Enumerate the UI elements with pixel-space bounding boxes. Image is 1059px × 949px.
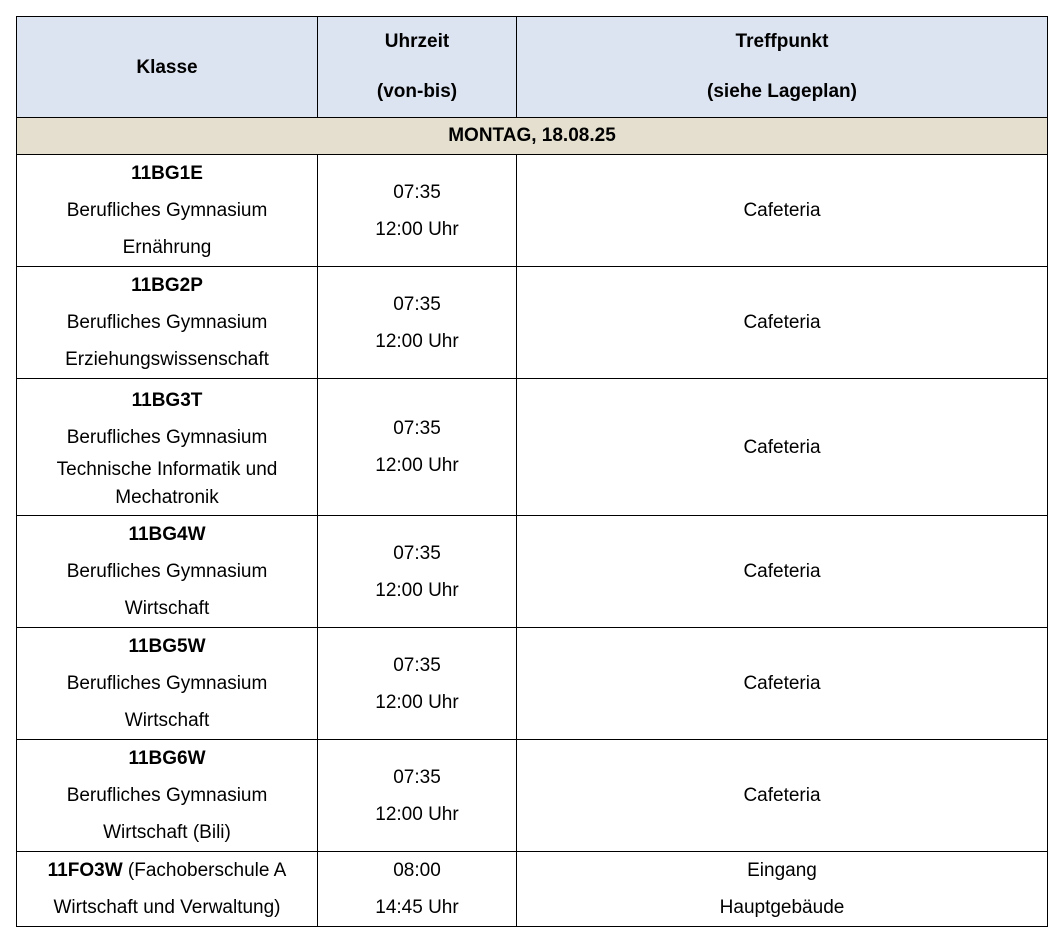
klasse-cell: 11BG1E Berufliches Gymnasium Ernährung [17, 155, 318, 267]
klasse-code: 11BG1E [131, 163, 203, 184]
zeit-cell: 07:35 12:00 Uhr [318, 155, 517, 267]
treffpunkt-cell: Cafeteria [517, 740, 1048, 852]
header-klasse: Klasse [17, 17, 318, 118]
schedule-table [16, 16, 1048, 927]
klasse-code: 11BG4W [128, 524, 206, 545]
klasse-cell: 11BG4W Berufliches Gymnasium Wirtschaft [17, 516, 318, 628]
treffpunkt-cell: Cafeteria [517, 267, 1048, 379]
klasse-cell: 11BG6W Berufliches Gymnasium Wirtschaft (Bili) [17, 740, 318, 852]
day-label: MONTAG, 18.08.25 [17, 118, 1048, 155]
table-row [17, 628, 1048, 740]
klasse-code: 11BG2P [131, 275, 203, 296]
zeit-cell: 08:00 14:45 Uhr [318, 852, 517, 927]
table-row [17, 267, 1048, 379]
zeit-cell: 07:35 12:00 Uhr [318, 267, 517, 379]
klasse-code: 11BG6W [128, 748, 206, 769]
klasse-cell: 11BG3T Berufliches Gymnasium Technische Informatik und Mechatronik [17, 379, 318, 516]
treffpunkt-cell: Eingang Hauptgebäude [517, 852, 1048, 927]
klasse-cell: 11BG2P Berufliches Gymnasium Erziehungswissenschaft [17, 267, 318, 379]
header-treffpunkt: Treffpunkt (siehe Lageplan) [517, 17, 1048, 118]
treffpunkt-cell: Cafeteria [517, 628, 1048, 740]
zeit-cell: 07:35 12:00 Uhr [318, 628, 517, 740]
klasse-code: 11BG5W [128, 636, 206, 657]
klasse-code: 11FO3W [47, 860, 123, 881]
header-uhrzeit: Uhrzeit (von-bis) [318, 17, 517, 118]
treffpunkt-cell: Cafeteria [517, 155, 1048, 267]
table-row [17, 852, 1048, 927]
zeit-cell: 07:35 12:00 Uhr [318, 379, 517, 516]
day-row [17, 118, 1048, 155]
klasse-cell: 11BG5W Berufliches Gymnasium Wirtschaft [17, 628, 318, 740]
zeit-cell: 07:35 12:00 Uhr [318, 516, 517, 628]
klasse-code: 11BG3T [131, 390, 203, 411]
table-row [17, 155, 1048, 267]
treffpunkt-cell: Cafeteria [517, 379, 1048, 516]
klasse-cell: 11FO3W (Fachoberschule A Wirtschaft und Verwaltung) [17, 852, 318, 927]
zeit-cell: 07:35 12:00 Uhr [318, 740, 517, 852]
table-row [17, 740, 1048, 852]
header-row [17, 17, 1048, 118]
table-row [17, 379, 1048, 516]
treffpunkt-cell: Cafeteria [517, 516, 1048, 628]
table-row [17, 516, 1048, 628]
